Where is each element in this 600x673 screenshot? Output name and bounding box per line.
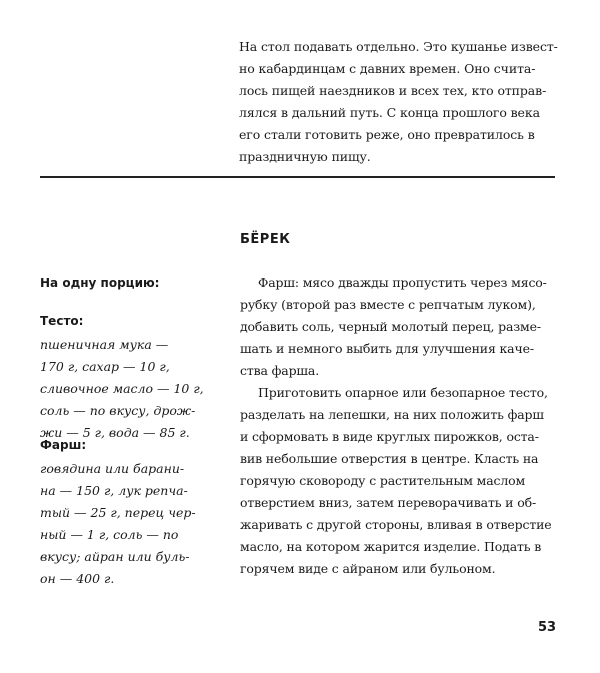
- body-line: разделать на лепешки, на них положить фарш: [240, 407, 544, 422]
- body-line: рубку (второй раз вместе с репчатым луком),: [240, 297, 536, 312]
- body-line: отверстием вниз, затем переворачивать и об-: [240, 495, 537, 510]
- section-divider: [40, 176, 555, 178]
- intro-line: но кабардинцам с давних времен. Оно счита-: [239, 61, 536, 76]
- dough-heading: Тесто:: [40, 314, 84, 328]
- filling-heading: Фарш:: [40, 438, 87, 452]
- ingredient-line: тый — 25 г, перец чер-: [40, 505, 196, 520]
- ingredient-line: 170 г, сахар — 10 г,: [40, 359, 170, 374]
- ingredient-line: на — 150 г, лук репча-: [40, 483, 188, 498]
- ingredient-line: вкусу; айран или буль-: [40, 549, 190, 564]
- body-line: вив небольшие отверстия в центре. Класть на: [240, 451, 539, 466]
- ingredient-line: жи — 5 г, вода — 85 г.: [40, 425, 190, 440]
- body-line: Фарш: мясо дважды пропустить через мясо-: [258, 275, 547, 290]
- body-line: ства фарша.: [240, 363, 320, 378]
- body-line: шать и немного выбить для улучшения каче-: [240, 341, 534, 356]
- intro-line: На стол подавать отдельно. Это кушанье извест-: [239, 39, 558, 54]
- page-number: 53: [538, 620, 557, 635]
- body-line: и сформовать в виде круглых пирожков, оста-: [240, 429, 539, 444]
- intro-line: его стали готовить реже, оно превратилось в: [239, 127, 535, 142]
- body-line: масло, на котором жарится изделие. Подать в: [240, 539, 542, 554]
- ingredient-line: пшеничная мука —: [40, 337, 169, 352]
- intro-line: праздничную пищу.: [239, 149, 371, 164]
- ingredient-line: сливочное масло — 10 г,: [40, 381, 204, 396]
- intro-line: лось пищей наездников и всех тех, кто отправ-: [239, 83, 547, 98]
- body-line: Приготовить опарное или безопарное тесто,: [258, 385, 548, 400]
- ingredient-line: он — 400 г.: [40, 571, 115, 586]
- body-line: добавить соль, черный молотый перец, разме-: [240, 319, 541, 334]
- portion-heading: На одну порцию:: [40, 276, 160, 290]
- ingredient-line: соль — по вкусу, дрож-: [40, 403, 196, 418]
- ingredient-line: ный — 1 г, соль — по: [40, 527, 179, 542]
- intro-line: лялся в дальний путь. С конца прошлого века: [239, 105, 540, 120]
- body-line: горячую сковороду с растительным маслом: [240, 473, 526, 488]
- body-line: жаривать с другой стороны, вливая в отверстие: [240, 517, 552, 532]
- ingredient-line: говядина или барани-: [40, 461, 185, 476]
- body-line: горячем виде с айраном или бульоном.: [240, 561, 496, 576]
- recipe-title: БЁРЕК: [240, 232, 291, 247]
